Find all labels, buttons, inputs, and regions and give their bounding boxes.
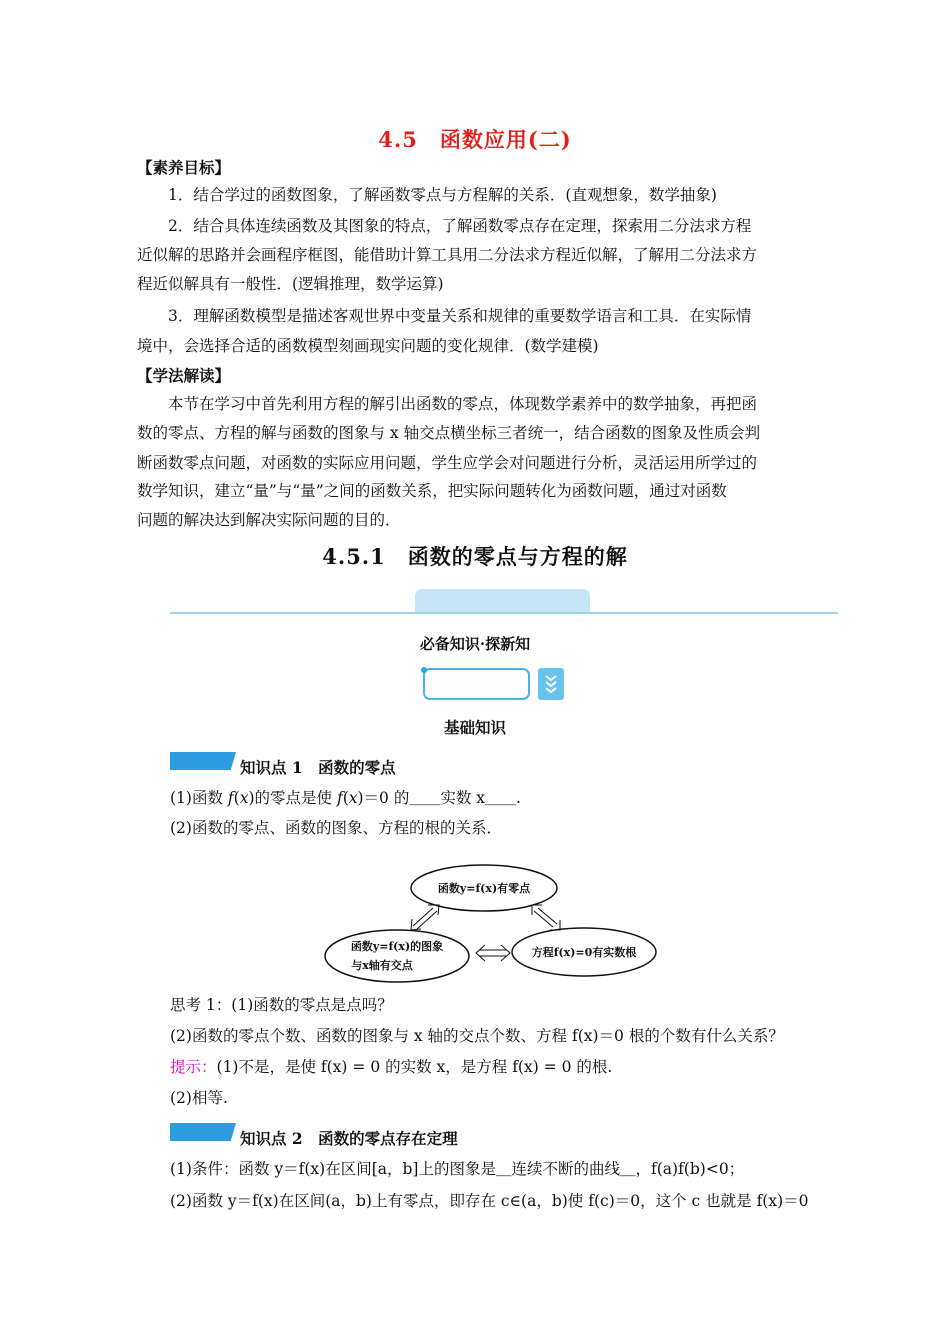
relationship-diagram (320, 858, 660, 984)
frame-dot (421, 667, 427, 673)
banner-divider (170, 612, 838, 614)
kp2-blank-answer: ＿连续不断的曲线＿ (495, 1160, 636, 1178)
diagram-top-label: 函数y=f(x)有零点 (437, 882, 531, 895)
banner-label: 必备知识·探新知 (419, 635, 531, 653)
goal-2-line-2: 近似解的思路并会画程序框图，能借助计算工具用二分法求方程近似解，了解用二分法求方 (137, 246, 758, 264)
method-line-1: 本节在学习中首先利用方程的解引出函数的零点，体现数学素养中的数学抽象，再把函 (168, 395, 758, 413)
goal-3-line-2: 境中，会选择合适的函数模型刻画现实问题的变化规律．(数学建模) (137, 337, 599, 355)
kp1-line-1: (1)函数 f(x)的零点是使 f(x)＝0 的＿＿实数 x＿＿. (170, 789, 521, 807)
kp1-line-2: (2)函数的零点、函数的图象、方程的根的关系． (170, 819, 502, 837)
hint-line-2: (2)相等. (170, 1089, 228, 1107)
method-heading: 【学法解读】 (137, 366, 231, 385)
kp2-title: 知识点 2 函数的零点存在定理 (240, 1129, 458, 1148)
basic-knowledge-frame (423, 668, 530, 700)
kp1-bar (170, 752, 236, 770)
banner-tab (415, 589, 590, 614)
method-line-2: 数的零点、方程的解与函数的图象与 x 轴交点横坐标三者统一，结合函数的图象及性质会判 (137, 424, 761, 442)
diagram-left-label-1: 函数y=f(x)的图象 (350, 940, 444, 953)
kp2-bar (170, 1123, 236, 1141)
goal-3-line-1: 3．理解函数模型是描述客观世界中变量关系和规律的重要数学语言和工具．在实际情 (168, 307, 752, 325)
goal-2-line-1: 2．结合具体连续函数及其图象的特点，了解函数零点存在定理，探索用二分法求方程 (168, 217, 752, 235)
diagram-left-label-2: 与x轴有交点 (351, 959, 413, 972)
section-title: 4.5.1 函数的零点与方程的解 (322, 544, 628, 569)
diagram-right-label: 方程f(x)=0有实数根 (531, 946, 637, 959)
hint-line-1: 提示：(1)不是，是使 f(x) = 0 的实数 x，是方程 f(x) = 0 的根. (170, 1058, 613, 1076)
goals-heading: 【素养目标】 (137, 158, 231, 177)
main-title: 4.5 函数应用(二) (378, 127, 572, 152)
kp2-line-2: (2)函数 y＝f(x)在区间(a，b)上有零点，即存在 c∈(a，b)使 f(c)＝0，这个 c 也就是 f(x)＝0 (170, 1192, 809, 1210)
basic-knowledge-label: 基础知识 (443, 718, 506, 737)
method-line-5: 问题的解决达到解决实际问题的目的． (137, 511, 401, 529)
chevron-down-icon (538, 668, 564, 700)
kp2-line-1: (1)条件：函数 y＝f(x)在区间[a，b]上的图象是＿连续不断的曲线＿，f(a)f(b)<0； (170, 1160, 745, 1178)
double-arrow-left-icon (411, 905, 439, 930)
goal-2-line-3: 程近似解具有一般性．(逻辑推理，数学运算) (137, 275, 444, 293)
double-arrow-right-icon (532, 905, 560, 930)
think-question-1: 思考 1：(1)函数的零点是点吗？ (170, 996, 393, 1014)
goal-1-line-1: 1．结合学过的函数图象，了解函数零点与方程解的关系．(直观想象，数学抽象) (168, 186, 717, 204)
kp1-blank-answer: ＿＿实数 x＿＿ (409, 789, 517, 807)
hint-label: 提示： (170, 1058, 217, 1076)
kp1-title: 知识点 1 函数的零点 (240, 758, 396, 777)
double-arrow-horizontal-icon (476, 945, 510, 961)
method-line-3: 断函数零点问题，对函数的实际应用问题，学生应学会对问题进行分析，灵活运用所学过的 (137, 454, 758, 472)
think-question-2: (2)函数的零点个数、函数的图象与 x 轴的交点个数、方程 f(x)＝0 根的个数有什么关系？ (170, 1027, 784, 1045)
diagram-left-ellipse (325, 930, 469, 982)
method-line-4: 数学知识，建立“量”与“量”之间的函数关系，把实际问题转化为函数问题，通过对函数 (137, 482, 727, 500)
